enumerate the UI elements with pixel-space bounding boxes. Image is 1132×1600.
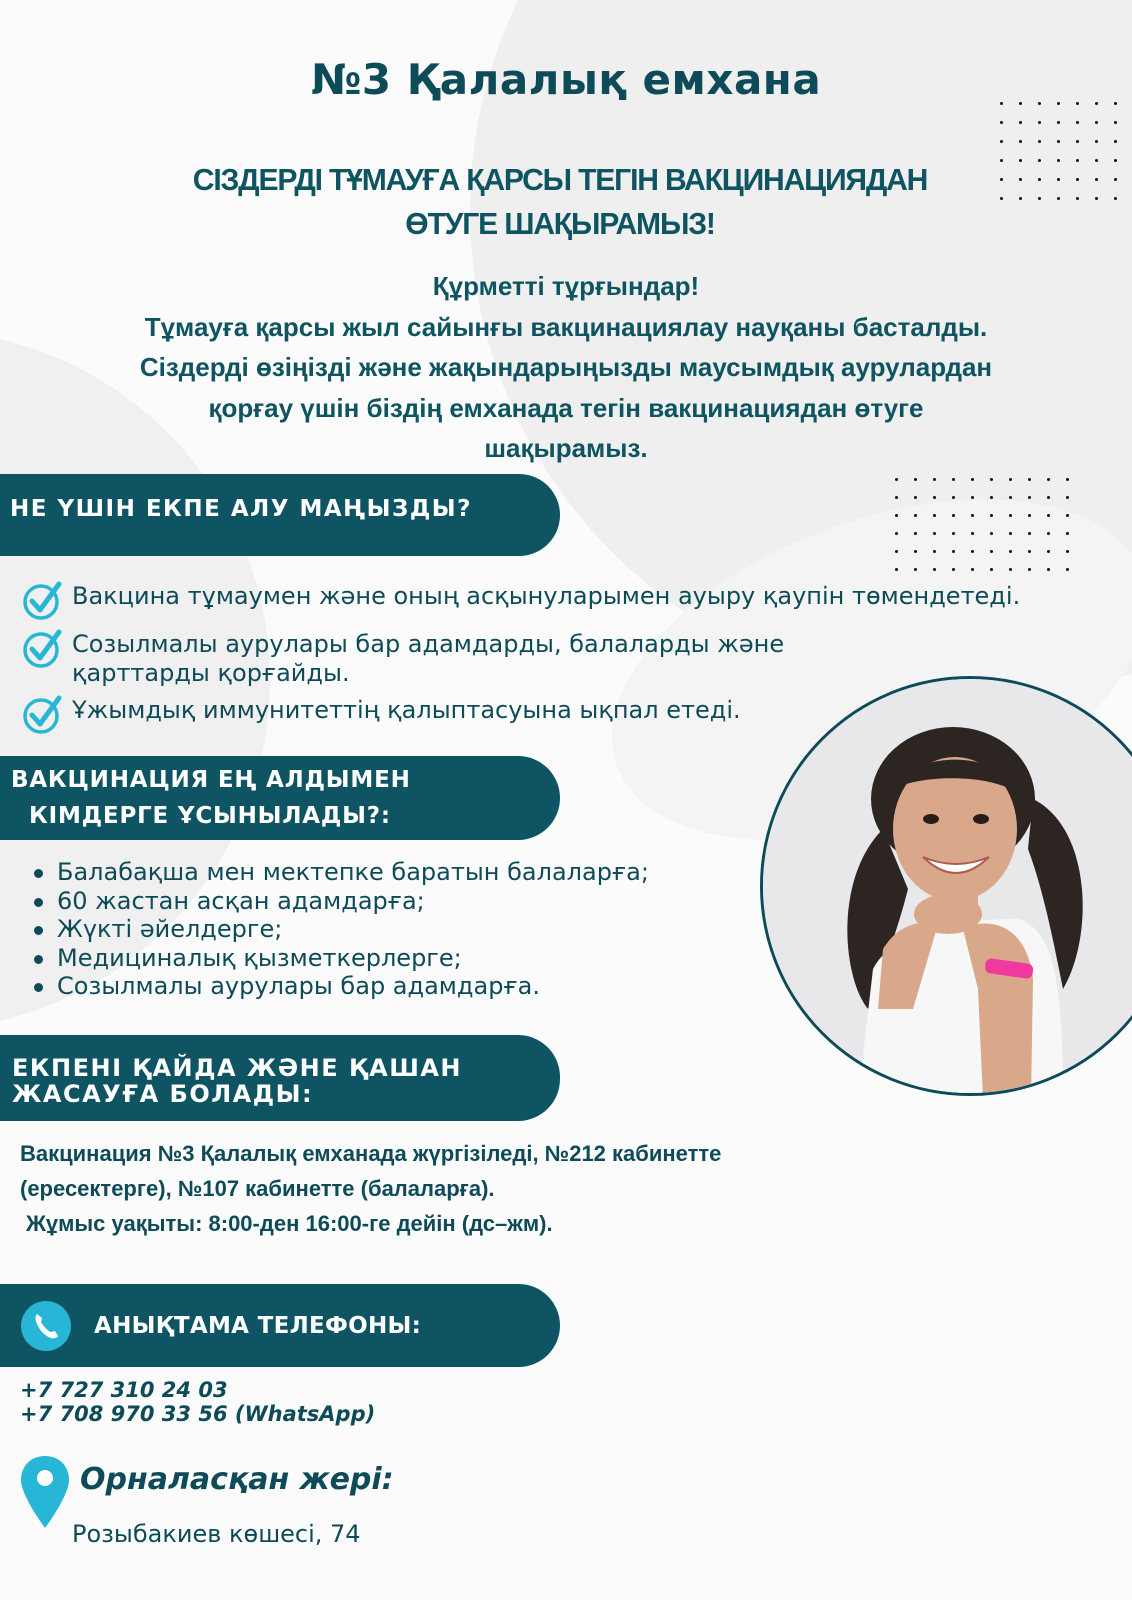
- dot-icon: [1076, 178, 1079, 181]
- bullet-icon: [34, 955, 43, 964]
- dot-icon: [933, 496, 936, 499]
- dot-icon: [971, 514, 974, 517]
- where-heading-line-2: ЖАСАУҒА БОЛАДЫ:: [12, 1080, 314, 1108]
- intro-line-3: қорғау үшін біздің емханада тегін вакцинациядан өтуге: [208, 392, 924, 423]
- dot-icon: [990, 550, 993, 553]
- where-when-section-heading: [0, 1035, 560, 1121]
- dot-icon: [1038, 197, 1041, 200]
- dot-icon: [1095, 140, 1098, 143]
- benefit-text: Вакцина тұмаумен және оның асқынуларымен ауыру қаупін төмендетеді.: [72, 582, 1021, 610]
- dot-icon: [1000, 159, 1003, 162]
- contacts-section-heading: [0, 1284, 560, 1367]
- dot-icon: [952, 550, 955, 553]
- dot-icon: [990, 568, 993, 571]
- dot-icon: [1076, 121, 1079, 124]
- phone-number-whatsapp[interactable]: +7 708 970 33 56 (WhatsApp): [20, 1402, 376, 1426]
- dot-icon: [895, 550, 898, 553]
- dot-icon: [914, 568, 917, 571]
- dot-icon: [1047, 514, 1050, 517]
- priority-groups-list: [34, 858, 649, 1001]
- headline-line-2: ӨТУГЕ ШАҚЫРАМЫЗ!: [405, 206, 715, 241]
- dot-icon: [895, 532, 898, 535]
- intro-line-4: шақырамыз.: [484, 433, 648, 463]
- dot-icon: [971, 532, 974, 535]
- dot-icon: [1066, 514, 1069, 517]
- dot-icon: [895, 478, 898, 481]
- dot-icon: [1028, 550, 1031, 553]
- dot-icon: [1047, 496, 1050, 499]
- dot-icon: [1076, 159, 1079, 162]
- dot-icon: [971, 568, 974, 571]
- dot-icon: [1019, 121, 1022, 124]
- dot-icon: [914, 550, 917, 553]
- dot-icon: [1038, 121, 1041, 124]
- dot-icon: [1009, 532, 1012, 535]
- dot-icon: [952, 496, 955, 499]
- dot-icon: [914, 514, 917, 517]
- dot-icon: [1047, 532, 1050, 535]
- where-line-1: Вакцинация №3 Қалалық емханада жүргізіледі, №212 кабинетте: [20, 1141, 722, 1166]
- headline-line-1: СІЗДЕРДІ ТҰМАУҒА ҚАРСЫ ТЕГІН ВАКЦИНАЦИЯДАН: [192, 162, 928, 197]
- dot-icon: [1000, 197, 1003, 200]
- bullet-icon: [34, 926, 43, 935]
- phone-number-1[interactable]: +7 727 310 24 03: [20, 1378, 228, 1402]
- dot-icon: [1000, 140, 1003, 143]
- dot-icon: [1009, 514, 1012, 517]
- dot-icon: [1057, 121, 1060, 124]
- dot-icon: [1028, 532, 1031, 535]
- dot-icon: [1066, 478, 1069, 481]
- dot-icon: [971, 550, 974, 553]
- dot-icon: [1057, 178, 1060, 181]
- dot-icon: [1114, 121, 1117, 124]
- intro-greeting: Құрметті тұрғындар!: [432, 271, 700, 301]
- dot-icon: [1114, 178, 1117, 181]
- bullet-icon: [34, 983, 43, 992]
- check-circle-icon: [22, 580, 64, 622]
- dot-icon: [1047, 568, 1050, 571]
- dot-icon: [1019, 178, 1022, 181]
- dot-icon: [990, 496, 993, 499]
- dot-icon: [1028, 496, 1031, 499]
- dot-icon: [1114, 159, 1117, 162]
- priority-group-item: Созылмалы аурулары бар адамдарға.: [34, 972, 649, 1001]
- benefit-item: [22, 630, 1020, 688]
- phone-icon: [20, 1300, 72, 1352]
- check-circle-icon: [22, 694, 64, 736]
- dot-icon: [933, 568, 936, 571]
- dot-icon: [1076, 197, 1079, 200]
- intro-line-2: Сіздерді өзіңізді және жақындарыңызды маусымдық аурулардан: [139, 352, 993, 382]
- dot-icon: [1009, 568, 1012, 571]
- intro-line-1: Тұмауға қарсы жыл сайынғы вакцинациялау науқаны басталды.: [144, 311, 988, 342]
- dot-icon: [1038, 159, 1041, 162]
- contacts-heading-text: АНЫҚТАМА ТЕЛЕФОНЫ:: [94, 1312, 422, 1339]
- dot-icon: [1028, 568, 1031, 571]
- dot-icon: [1000, 178, 1003, 181]
- dot-icon: [1095, 178, 1098, 181]
- check-circle-icon: [22, 628, 64, 670]
- dot-icon: [1066, 496, 1069, 499]
- dot-icon: [1009, 496, 1012, 499]
- dot-icon: [1047, 550, 1050, 553]
- dot-icon: [1009, 550, 1012, 553]
- dot-icon: [971, 496, 974, 499]
- dot-icon: [1019, 197, 1022, 200]
- dot-icon: [933, 478, 936, 481]
- dot-icon: [933, 532, 936, 535]
- bullet-icon: [34, 869, 43, 878]
- dot-icon: [914, 532, 917, 535]
- dot-icon: [1028, 478, 1031, 481]
- dot-icon: [1047, 478, 1050, 481]
- where-line-2: (ересектерге), №107 кабинетте (балаларға).: [20, 1176, 495, 1201]
- dot-icon: [971, 478, 974, 481]
- location-address: Розыбакиев көшесі, 74: [72, 1520, 361, 1548]
- dot-icon: [990, 514, 993, 517]
- dot-icon: [914, 478, 917, 481]
- dot-icon: [895, 514, 898, 517]
- dot-icon: [1019, 159, 1022, 162]
- intro-paragraph: [30, 266, 1102, 469]
- benefit-text: Ұжымдық иммунитеттің қалыптасуына ықпал етеді.: [72, 696, 741, 724]
- dot-icon: [990, 478, 993, 481]
- dot-icon: [933, 550, 936, 553]
- dot-icon: [895, 496, 898, 499]
- dot-icon: [914, 496, 917, 499]
- dot-icon: [1066, 532, 1069, 535]
- benefit-item: [22, 582, 1020, 622]
- priority-group-item: Балабақша мен мектепке баратын балаларға;: [34, 858, 649, 887]
- dot-icon: [990, 532, 993, 535]
- dot-grid-decoration-top: [1000, 102, 1132, 216]
- dot-icon: [1114, 140, 1117, 143]
- girl-illustration: [763, 679, 1132, 1096]
- dot-icon: [1057, 140, 1060, 143]
- dot-icon: [1095, 197, 1098, 200]
- dot-icon: [895, 568, 898, 571]
- dot-icon: [1066, 568, 1069, 571]
- dot-icon: [952, 568, 955, 571]
- dot-icon: [1057, 159, 1060, 162]
- priority-group-item: Жүкті әйелдерге;: [34, 915, 649, 944]
- priority-group-item: Медициналық қызметкерлерге;: [34, 944, 649, 973]
- dot-icon: [952, 532, 955, 535]
- where-heading-line-1: ЕКПЕНІ ҚАЙДА ЖӘНЕ ҚАШАН: [12, 1054, 462, 1082]
- dot-icon: [933, 514, 936, 517]
- map-pin-icon: [19, 1454, 71, 1530]
- dot-icon: [1095, 121, 1098, 124]
- dot-icon: [1114, 197, 1117, 200]
- dot-grid-decoration-middle: [895, 478, 1085, 586]
- dot-icon: [1038, 140, 1041, 143]
- benefit-text: Созылмалы аурулары бар адамдарды, балаларды және қарттарды қорғайды.: [72, 630, 785, 687]
- dot-icon: [1066, 550, 1069, 553]
- where-when-details: [20, 1136, 900, 1241]
- dot-icon: [1057, 197, 1060, 200]
- dot-icon: [1095, 159, 1098, 162]
- phone-numbers: [20, 1378, 375, 1426]
- why-section-heading: НЕ ҮШІН ЕКПЕ АЛУ МАҢЫЗДЫ?: [0, 474, 560, 556]
- dot-icon: [1076, 140, 1079, 143]
- dot-icon: [1009, 478, 1012, 481]
- who-section-heading: [0, 756, 560, 840]
- who-heading-line-1: ВАКЦИНАЦИЯ ЕҢ АЛДЫМЕН: [11, 767, 411, 793]
- invitation-headline: [133, 158, 987, 246]
- location-title: Орналасқан жері:: [80, 1462, 394, 1497]
- bullet-icon: [34, 898, 43, 907]
- dot-icon: [952, 514, 955, 517]
- dot-icon: [1000, 121, 1003, 124]
- priority-group-item: 60 жастан асқан адамдарға;: [34, 887, 649, 916]
- dot-icon: [1019, 140, 1022, 143]
- dot-icon: [1038, 178, 1041, 181]
- clinic-title: №3 Қалалық емхана: [310, 55, 822, 104]
- dot-icon: [952, 478, 955, 481]
- who-heading-line-2: КІМДЕРГЕ ҰСЫНЫЛАДЫ?:: [29, 803, 391, 829]
- dot-icon: [1028, 514, 1031, 517]
- working-hours: Жұмыс уақыты: 8:00-ден 16:00-ге дейін (дс–жм).: [26, 1211, 553, 1236]
